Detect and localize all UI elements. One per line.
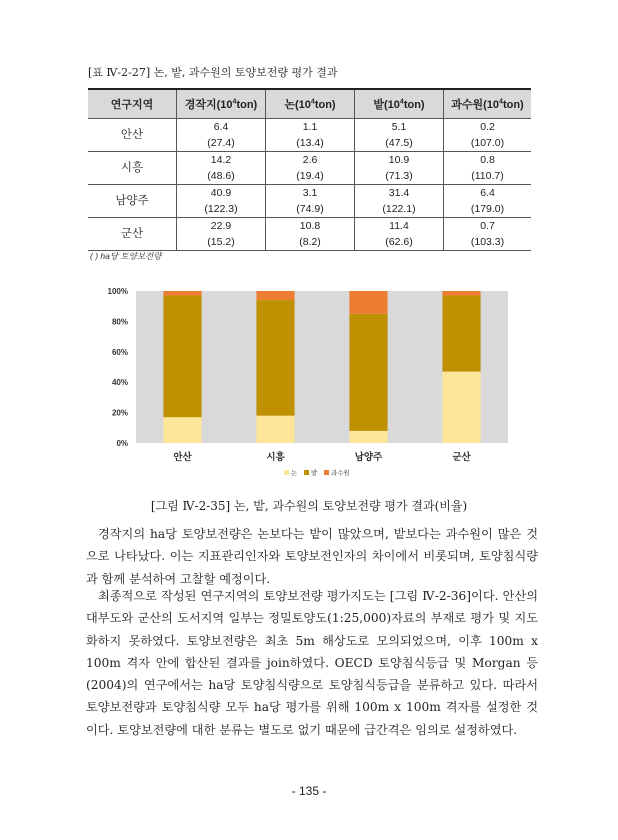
legend-swatch xyxy=(304,470,309,475)
legend-label: 밭 xyxy=(311,470,318,477)
per-ha-cell: (48.6) xyxy=(177,168,266,185)
bar-segment xyxy=(349,291,387,314)
bar-segment xyxy=(256,300,294,416)
table-row xyxy=(88,119,531,136)
x-tick-label: 군산 xyxy=(452,452,471,463)
value-cell: 40.9 xyxy=(177,185,266,202)
region-cell: 안산 xyxy=(88,119,177,152)
bar-segment xyxy=(349,314,387,431)
header-upland: 밭$(10^4ton)$ xyxy=(355,89,444,119)
value-cell: 31.4 xyxy=(355,185,444,202)
bar-segment xyxy=(256,291,294,300)
per-ha-cell: (19.4) xyxy=(266,168,355,185)
per-ha-cell: (27.4) xyxy=(177,135,266,152)
per-ha-cell: (62.6) xyxy=(355,234,444,251)
per-ha-cell: (122.1) xyxy=(355,201,444,218)
table-note: ( ) ha당 토양보전량 xyxy=(90,251,162,261)
per-ha-cell: (47.5) xyxy=(355,135,444,152)
value-cell: 6.4 xyxy=(177,119,266,136)
value-cell: 0.8 xyxy=(444,152,532,169)
table-header-row xyxy=(88,89,531,119)
paragraph: 최종적으로 작성된 연구지역의 토양보전량 평가지도는 [그림 Ⅳ-2-36]이다. 안산의 대부도와 군산의 도서지역 일부는 정밀토양도(1:25,000)자료의 부재로 평가 및 지도화하지 못하였다. 토양보전량은 최초 5m 해상도로 모의되었으며, 이후 100m x 100m 격자 안에 합산된 결과를 join하였다. OECD 토양침식등급 및 Morgan 등(2004)의 연구에서는 ha당 토양침식량으로 토양침식등급을 분류하고 있다. 따라서 토양보전량과 토양침식량 모두 ha당 평가를 위해 100m x 100m 격자를 설정한 것이다. 토양보전량에 대한 분류는 별도로 없기 때문에 급간격은 임의로 설정하였다. xyxy=(86,589,538,737)
per-ha-cell: (103.3) xyxy=(444,234,532,251)
bar-segment xyxy=(163,291,201,296)
legend-swatch xyxy=(284,470,289,475)
header-region: 연구지역 xyxy=(88,89,177,119)
bar-segment xyxy=(349,431,387,443)
value-cell: 10.8 xyxy=(266,218,355,235)
legend-swatch xyxy=(324,470,329,475)
chart-svg xyxy=(100,282,520,492)
per-ha-cell: (8.2) xyxy=(266,234,355,251)
bar-segment xyxy=(163,296,201,418)
y-tick-label: 100% xyxy=(107,287,128,296)
value-cell: 11.4 xyxy=(355,218,444,235)
bar-segment xyxy=(442,291,480,296)
y-tick-label: 40% xyxy=(111,378,128,388)
x-tick-label: 안산 xyxy=(173,452,192,463)
stacked-bar-chart xyxy=(100,282,520,492)
table-row xyxy=(88,185,531,202)
value-cell: 0.7 xyxy=(444,218,532,235)
soil-conservation-table xyxy=(88,88,531,251)
paragraph: 경작지의 ha당 토양보전량은 논보다는 밭이 많았으며, 밭보다는 과수원이 많은 것으로 나타났다. 이는 지표관리인자와 토양보전인자의 차이에서 비롯되며, 토양침식량과 함께 분석하여 고찰할 예정이다. xyxy=(86,527,538,586)
header-cropland: 경작지$(10^4ton)$ xyxy=(177,89,266,119)
table-caption: [표 Ⅳ-2-27] 논, 밭, 과수원의 토양보전량 평가 결과 xyxy=(88,66,338,79)
bar-segment xyxy=(442,372,480,443)
table-row xyxy=(88,152,531,169)
y-tick-label: 20% xyxy=(111,408,128,418)
per-ha-cell: (13.4) xyxy=(266,135,355,152)
per-ha-cell: (122.3) xyxy=(177,201,266,218)
value-cell: 6.4 xyxy=(444,185,532,202)
per-ha-cell: (15.2) xyxy=(177,234,266,251)
header-orchard: 과수원$(10^4ton)$ xyxy=(444,89,532,119)
x-tick-label: 남양주 xyxy=(354,452,383,463)
per-ha-cell: (107.0) xyxy=(444,135,532,152)
bar-segment xyxy=(163,417,201,443)
per-ha-cell: (71.3) xyxy=(355,168,444,185)
region-cell: 시흥 xyxy=(88,152,177,185)
region-cell: 남양주 xyxy=(88,185,177,218)
header-paddy: 논$(10^4ton)$ xyxy=(266,89,355,119)
bar-segment xyxy=(442,296,480,372)
table-row xyxy=(88,218,531,235)
bar-segment xyxy=(256,416,294,443)
value-cell: 14.2 xyxy=(177,152,266,169)
legend-label: 과수원 xyxy=(331,470,350,477)
value-cell: 2.6 xyxy=(266,152,355,169)
y-tick-label: 60% xyxy=(111,347,128,357)
value-cell: 5.1 xyxy=(355,119,444,136)
value-cell: 22.9 xyxy=(177,218,266,235)
y-tick-label: 80% xyxy=(111,317,128,327)
per-ha-cell: (110.7) xyxy=(444,168,532,185)
region-cell: 군산 xyxy=(88,218,177,251)
value-cell: 1.1 xyxy=(266,119,355,136)
value-cell: 0.2 xyxy=(444,119,532,136)
per-ha-cell: (74.9) xyxy=(266,201,355,218)
figure-caption: [그림 Ⅳ-2-35] 논, 밭, 과수원의 토양보전량 평가 결과(비율) xyxy=(150,499,468,513)
per-ha-cell: (179.0) xyxy=(444,201,532,218)
value-cell: 10.9 xyxy=(355,152,444,169)
value-cell: 3.1 xyxy=(266,185,355,202)
page-number: - 135 - xyxy=(291,784,327,798)
legend-label: 논 xyxy=(291,470,298,477)
y-tick-label: 0% xyxy=(116,439,128,448)
x-tick-label: 시흥 xyxy=(266,452,285,463)
